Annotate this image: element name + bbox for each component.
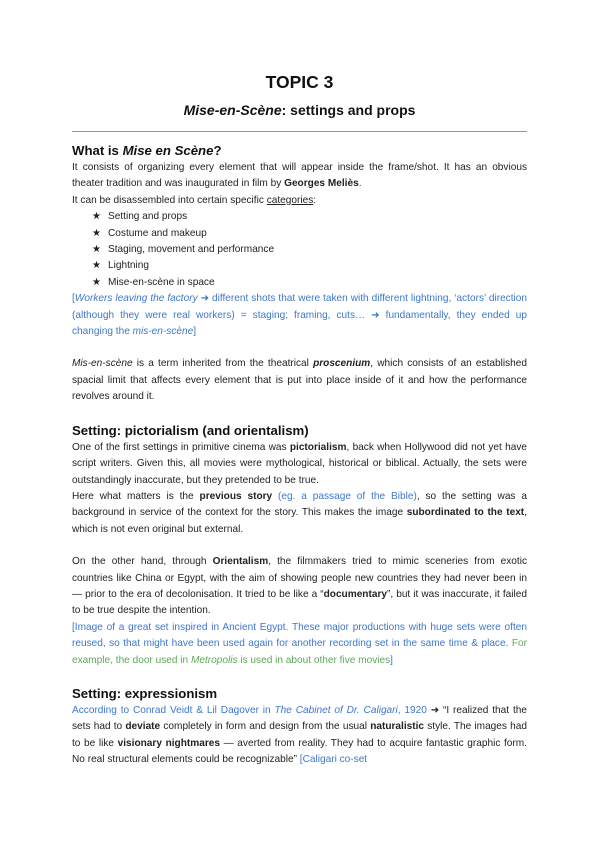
underlined-text: categories	[266, 194, 314, 206]
note-example: is used in about other five movies	[237, 654, 391, 666]
bold-text: Orientalism	[212, 556, 269, 568]
paragraph	[72, 160, 527, 193]
film-title: Workers leaving the factory	[74, 293, 198, 305]
quote-text: completely in form and design from the usual	[160, 721, 371, 733]
paragraph	[72, 356, 527, 405]
star-icon: ★	[92, 227, 101, 239]
bold-text: previous story	[199, 490, 273, 502]
note-egypt-set	[72, 620, 527, 669]
quote-text: “I realized that the sets had to	[72, 704, 527, 733]
film-title: Metropolis	[190, 654, 238, 666]
section-heading-expressionism: Setting: expressionism	[72, 685, 218, 701]
list-item-label: Mise-en-scène in space	[108, 276, 215, 288]
bold-text: Georges Meliès	[284, 178, 359, 190]
paragraph	[72, 703, 527, 769]
text-run: ]	[193, 326, 197, 338]
text-run: , which is not even original but external.	[72, 507, 527, 535]
section-heading-pictorialism: Setting: pictorialism (and orientalism)	[72, 422, 309, 438]
list-item-label: Staging, movement and performance	[108, 244, 275, 256]
subtitle-rest: : settings and props	[281, 102, 416, 118]
text-run: , which consists of an established spacial limit that affects every element that is put into place inside of it and how the performance revolves around it.	[72, 358, 527, 403]
quote-text: — averted from reality. They had to acquire fantastic graphic form. No real structural elements could be recognizable”	[72, 737, 527, 766]
text-run: One of the first settings in primitive cinema was	[72, 441, 290, 453]
document-page	[72, 72, 527, 769]
text-run: is a term inherited from the theatrical	[132, 358, 314, 370]
note-text: [Caligari co-set	[299, 754, 368, 766]
spacer	[72, 340, 527, 356]
heading-text: What is	[72, 143, 123, 158]
note-text: [Image of a great set inspired in Ancient Egypt. These major productions with huge sets were often reused, so that might have been used again for another recording set in the same time & place.	[72, 621, 527, 650]
bold-text: subordinated to the text	[406, 507, 525, 519]
bold-emphasis-text: proscenium	[313, 358, 371, 370]
note-text: ]	[390, 654, 393, 666]
page-title: TOPIC 3	[265, 72, 334, 92]
star-icon: ★	[92, 260, 101, 272]
list-item	[92, 226, 527, 242]
star-icon: ★	[92, 211, 101, 223]
text-run: ”, but it was inaccurate, it failed to be true despite the intention.	[72, 588, 527, 617]
list-item	[92, 209, 527, 225]
note-example: For example, the door used in	[72, 638, 527, 666]
section-heading-what-is	[72, 142, 527, 160]
arrow-icon: ➜	[426, 704, 444, 716]
text-run: :	[313, 194, 317, 206]
title-divider	[72, 131, 527, 132]
categories-list	[72, 209, 527, 291]
film-title: The Cabinet of Dr. Caligari	[274, 704, 398, 716]
paragraph	[72, 554, 527, 620]
text-run: Here what matters is the	[72, 490, 200, 502]
text-run: .	[358, 178, 362, 190]
emphasis-text: Mis-en-scène	[72, 358, 133, 370]
star-icon: ★	[92, 244, 101, 256]
text-run: , so the setting was a background in service of the context for the story. This makes the image	[72, 490, 527, 519]
text-run: It consists of organizing every element that will appear inside the frame/shot. It has an obvious theater tradition and was inaugurated in film by	[72, 162, 527, 190]
text-run: , the filmmakers tried to mimic sceneries from exotic countries like China or Egypt, with the aim of showing people new countries they had never been in — prior to the era of decolonisation. It tried to be like a “	[72, 556, 527, 600]
list-item	[92, 275, 527, 291]
text-run: ➜ different shots that were taken with different lightning, ‘actors’ direction (although they were real workers) = staging; framing, cuts… ➜ fundamentally, they ended up changing the	[72, 293, 527, 338]
bold-text: documentary	[323, 588, 387, 600]
text-run: On the other hand, through	[72, 556, 213, 568]
paragraph	[72, 440, 527, 489]
note-workers-leaving	[72, 291, 527, 340]
heading-text: ?	[213, 143, 222, 158]
bold-text: visionary nightmares	[117, 737, 220, 749]
page-subtitle	[72, 101, 527, 119]
list-item	[92, 242, 527, 258]
list-item	[92, 258, 527, 274]
list-item-label: Setting and props	[108, 211, 188, 223]
spacer	[72, 538, 527, 554]
text-run: It can be disassembled into certain specific	[72, 194, 267, 206]
text-run: [	[72, 293, 75, 305]
note-text: According to Conrad Veidt & Lil Dagover in	[72, 704, 275, 716]
list-item-label: Lightning	[108, 260, 149, 272]
subtitle-emphasis: Mise-en-Scène	[183, 102, 282, 118]
note-text: , 1920	[397, 704, 427, 716]
quote-text: style. The images had to be like	[72, 721, 527, 749]
bold-text: pictorialism	[289, 441, 347, 453]
spacer	[72, 406, 527, 422]
star-icon: ★	[92, 276, 101, 288]
spacer	[72, 669, 527, 685]
paragraph	[72, 193, 527, 209]
list-item-label: Costume and makeup	[108, 227, 207, 239]
emphasis-text: mis-en-scène	[132, 326, 194, 338]
bold-text: naturalistic	[370, 721, 425, 733]
bold-text: deviate	[125, 721, 161, 733]
note-inline: (eg. a passage of the Bible)	[272, 490, 417, 502]
text-run: , back when Hollywood did not yet have script writers. Given this, all movies were mythological, historical or biblical. Actually, the sets were outstandingly inaccurate, but they pretended to be true.	[72, 441, 527, 486]
paragraph	[72, 489, 527, 538]
heading-emphasis: Mise en Scène	[122, 143, 214, 158]
